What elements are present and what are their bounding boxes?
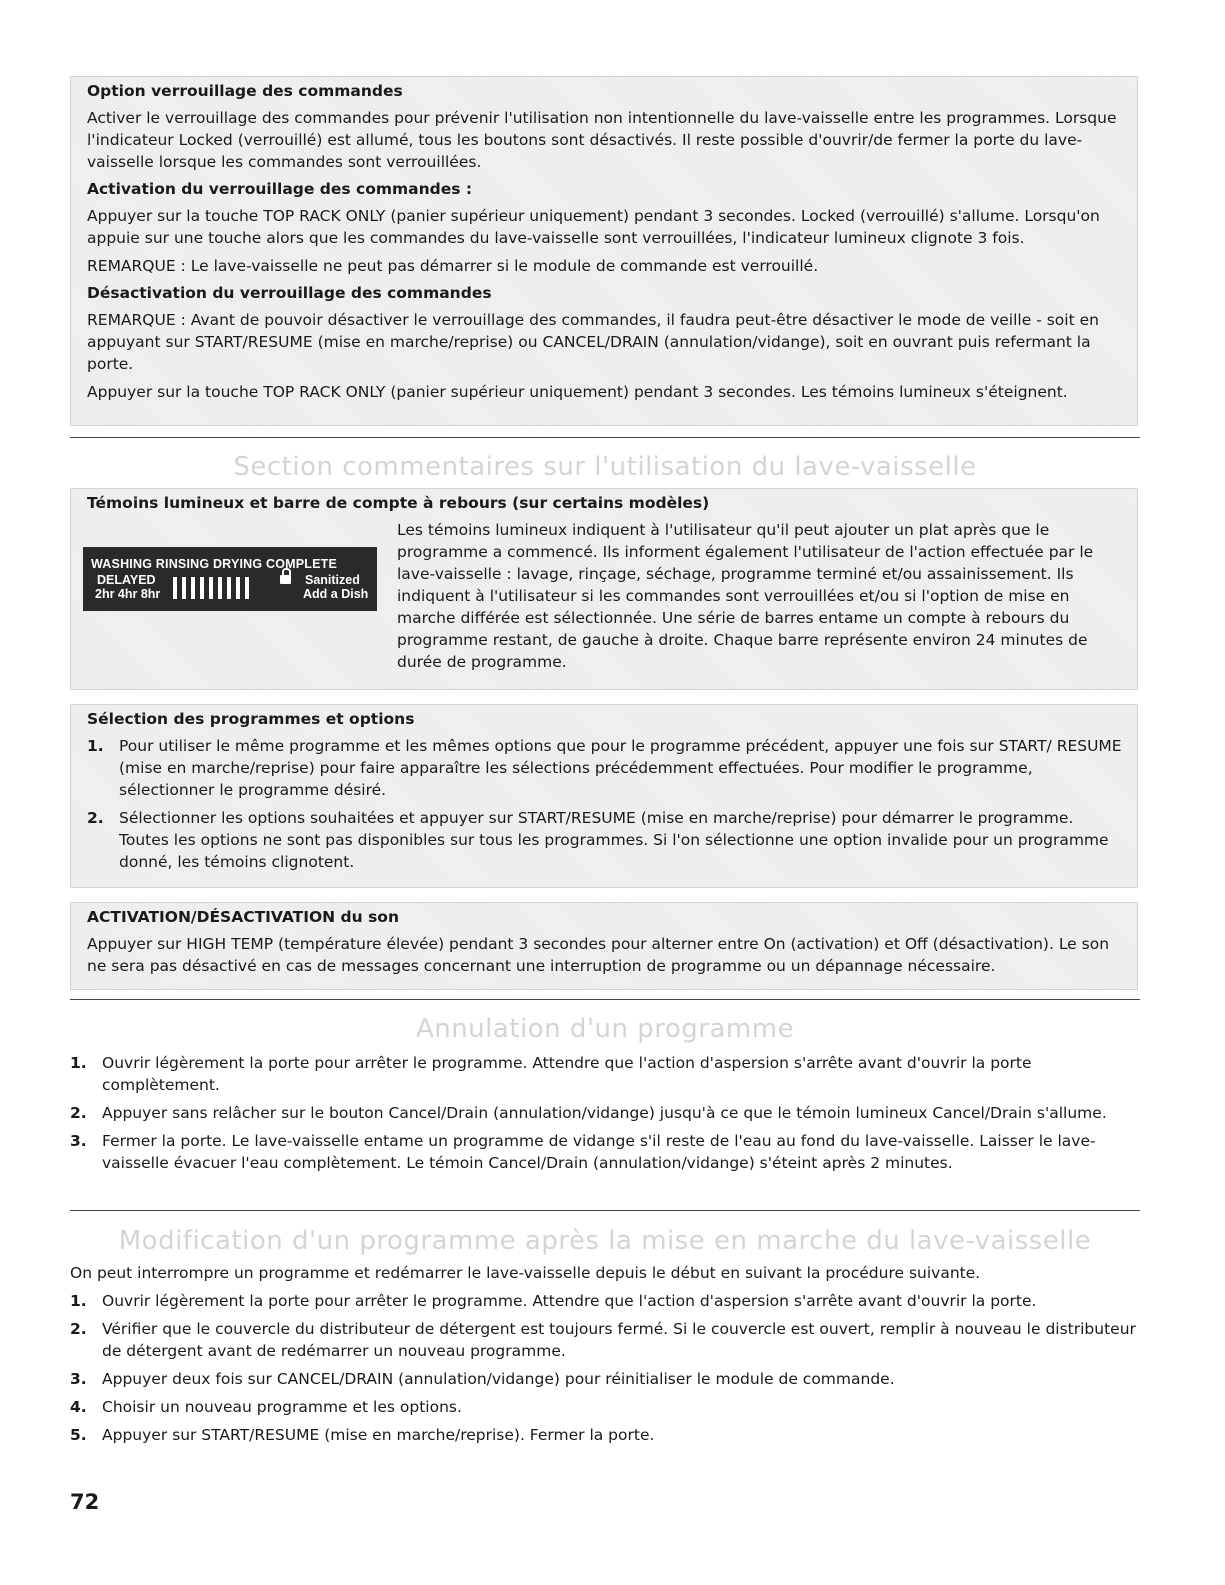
indicator-lights-text: Les témoins lumineux indiquent à l'utilisateur qu'il peut ajouter un plat après que le programme a commencé. Ils informent également l'utilisateur de l'action effectuée par le lave-vaisselle : lavage, rinçage, séchage, programme terminé et/ou assainissement. Ils indiquent à l'utilisateur si les commandes sont verrouillées et/ou si l'option de mise en marche différée est sélectionnée. Une série de barres entame un compte à rebours du programme restant, de gauche à droite. Chaque barre représente environ 24 minutes de durée de programme. — [397, 521, 1094, 671]
list-item — [70, 1130, 1140, 1174]
step-text: Appuyer deux fois sur CANCEL/DRAIN (annulation/vidange) pour réinitialiser le module de commande. — [102, 1370, 895, 1388]
deactivation-title: Désactivation du verrouillage des commandes — [87, 284, 492, 302]
cancel-steps-block — [70, 1052, 1140, 1180]
step-text: Vérifier que le couvercle du distributeur de détergent est toujours fermé. Si le couvercle est ouvert, remplir à nouveau le distributeur de détergent avant de redémarrer un nouveau programme. — [102, 1320, 1136, 1360]
countdown-bar — [191, 577, 195, 599]
step-text: Appuyer sans relâcher sur le bouton Cancel/Drain (annulation/vidange) jusqu'à ce que le témoin lumineux Cancel/Drain s'allume. — [102, 1104, 1107, 1122]
step-text: Choisir un nouveau programme et les options. — [102, 1398, 462, 1416]
countdown-bars — [173, 577, 249, 599]
list-item — [70, 1290, 1140, 1312]
step-number: 1. — [87, 737, 104, 755]
cancel-steps — [70, 1052, 1140, 1174]
step-number: 5. — [70, 1426, 87, 1444]
panel-delayed-label: DELAYED — [97, 573, 156, 587]
program-selection-box — [70, 704, 1138, 888]
step-number: 4. — [70, 1398, 87, 1416]
modify-intro: On peut interrompre un programme et redémarrer le lave-vaisselle depuis le début en suivant la procédure suivante. — [70, 1264, 981, 1282]
list-item — [70, 1396, 1140, 1418]
activation-text: Appuyer sur la touche TOP RACK ONLY (panier supérieur uniquement) pendant 3 secondes. Locked (verrouillé) s'allume. Lorsqu'on appuie sur une touche alors que les commandes du lave-vaisselle sont verrouillées, l'indicateur lumineux clignote 3 fois. — [87, 207, 1100, 247]
step-number: 1. — [70, 1292, 87, 1310]
divider — [70, 999, 1140, 1000]
list-item — [70, 1052, 1140, 1096]
step-number: 3. — [70, 1370, 87, 1388]
control-lock-box — [70, 76, 1138, 426]
activation-title: Activation du verrouillage des commandes : — [87, 180, 473, 198]
section-title-usage-comments: Section commentaires sur l'utilisation du lave-vaisselle — [233, 452, 977, 482]
note-1-label: REMARQUE : — [87, 257, 186, 275]
program-selection-steps — [87, 735, 1123, 873]
step-text: Ouvrir légèrement la porte pour arrêter le programme. Attendre que l'action d'aspersion s'arrête avant d'ouvrir la porte complètement. — [102, 1054, 1032, 1094]
note-2-text: Avant de pouvoir désactiver le verrouillage des commandes, il faudra peut-être désactiver le mode de veille - soit en appuyant sur START/RESUME (mise en marche/reprise) ou CANCEL/DRAIN (annulation/vidange), soit en ouvrant puis refermant la porte. — [87, 311, 1099, 373]
countdown-bar — [245, 577, 249, 599]
list-item — [70, 1368, 1140, 1390]
note-2 — [87, 309, 1123, 375]
step-number: 3. — [70, 1132, 87, 1150]
countdown-bar — [227, 577, 231, 599]
note-1-text: Le lave-vaisselle ne peut pas démarrer si le module de commande est verrouillé. — [185, 257, 819, 275]
section-title-modify: Modification d'un programme après la mise en marche du lave-vaisselle — [118, 1226, 1092, 1256]
deactivation-text: Appuyer sur la touche TOP RACK ONLY (panier supérieur uniquement) pendant 3 secondes. Les témoins lumineux s'éteignent. — [87, 383, 1068, 401]
indicator-lights-title: Témoins lumineux et barre de compte à rebours (sur certains modèles) — [87, 494, 710, 512]
lock-icon — [280, 575, 291, 584]
step-text: Fermer la porte. Le lave-vaisselle entame un programme de vidange s'il reste de l'eau au fond du lave-vaisselle. Laisser le lave-vaisselle évacuer l'eau complètement. Le témoin Cancel/Drain (annulation/vidange) s'éteint après 2 minutes. — [102, 1132, 1096, 1172]
panel-sanitized-label: Sanitized — [305, 573, 360, 587]
panel-hours-label: 2hr 4hr 8hr — [95, 587, 161, 601]
list-item — [87, 807, 1123, 873]
note-2-label: REMARQUE : — [87, 311, 186, 329]
sound-title: ACTIVATION/DÉSACTIVATION du son — [87, 908, 399, 926]
countdown-bar — [218, 577, 222, 599]
countdown-bar — [173, 577, 177, 599]
control-lock-title: Option verrouillage des commandes — [87, 82, 403, 100]
sound-text: Appuyer sur HIGH TEMP (température élevée) pendant 3 secondes pour alterner entre On (activation) et Off (désactivation). Le son ne sera pas désactivé en cas de messages concernant une interruption de programme ou un dépannage nécessaire. — [87, 935, 1110, 975]
divider — [70, 1210, 1140, 1211]
control-panel-image — [83, 547, 377, 611]
countdown-bar — [236, 577, 240, 599]
step-text: Ouvrir légèrement la porte pour arrêter le programme. Attendre que l'action d'aspersion s'arrête avant d'ouvrir la porte. — [102, 1292, 1037, 1310]
modify-steps — [70, 1290, 1140, 1446]
section-title-cancel: Annulation d'un programme — [415, 1014, 795, 1044]
countdown-bar — [182, 577, 186, 599]
step-number: 1. — [70, 1054, 87, 1072]
countdown-bar — [200, 577, 204, 599]
countdown-bar — [209, 577, 213, 599]
step-number: 2. — [70, 1104, 87, 1122]
control-lock-intro: Activer le verrouillage des commandes pour prévenir l'utilisation non intentionnelle du lave-vaisselle entre les programmes. Lorsque l'indicateur Locked (verrouillé) est allumé, tous les boutons sont désactivés. Il reste possible d'ouvrir/de fermer la porte du lave-vaisselle lorsque les commandes sont verrouillées. — [87, 109, 1117, 171]
sound-box — [70, 902, 1138, 990]
step-number: 2. — [87, 809, 104, 827]
list-item — [87, 735, 1123, 801]
divider — [70, 437, 1140, 438]
list-item — [70, 1424, 1140, 1446]
panel-add-dish-label: Add a Dish — [303, 587, 369, 601]
list-item — [70, 1318, 1140, 1362]
step-text: Sélectionner les options souhaitées et appuyer sur START/RESUME (mise en marche/reprise) pour démarrer le programme. Toutes les options ne sont pas disponibles sur tous les programmes. Si l'on sélectionne une option invalide pour un programme donné, les témoins clignotent. — [119, 809, 1109, 871]
list-item — [70, 1102, 1140, 1124]
step-number: 2. — [70, 1320, 87, 1338]
modify-block — [70, 1262, 1140, 1452]
page-number: 72 — [70, 1490, 100, 1514]
program-selection-title: Sélection des programmes et options — [87, 710, 415, 728]
step-text: Pour utiliser le même programme et les mêmes options que pour le programme précédent, appuyer une fois sur START/ RESUME (mise en marche/reprise) pour faire apparaître les sélections précédemment effectuées. Pour modifier le programme, sélectionner le programme désiré. — [119, 737, 1122, 799]
indicator-lights-box — [70, 488, 1138, 690]
step-text: Appuyer sur START/RESUME (mise en marche/reprise). Fermer la porte. — [102, 1426, 655, 1444]
note-1 — [87, 255, 1123, 277]
panel-status-labels: WASHING RINSING DRYING COMPLETE — [91, 557, 338, 571]
